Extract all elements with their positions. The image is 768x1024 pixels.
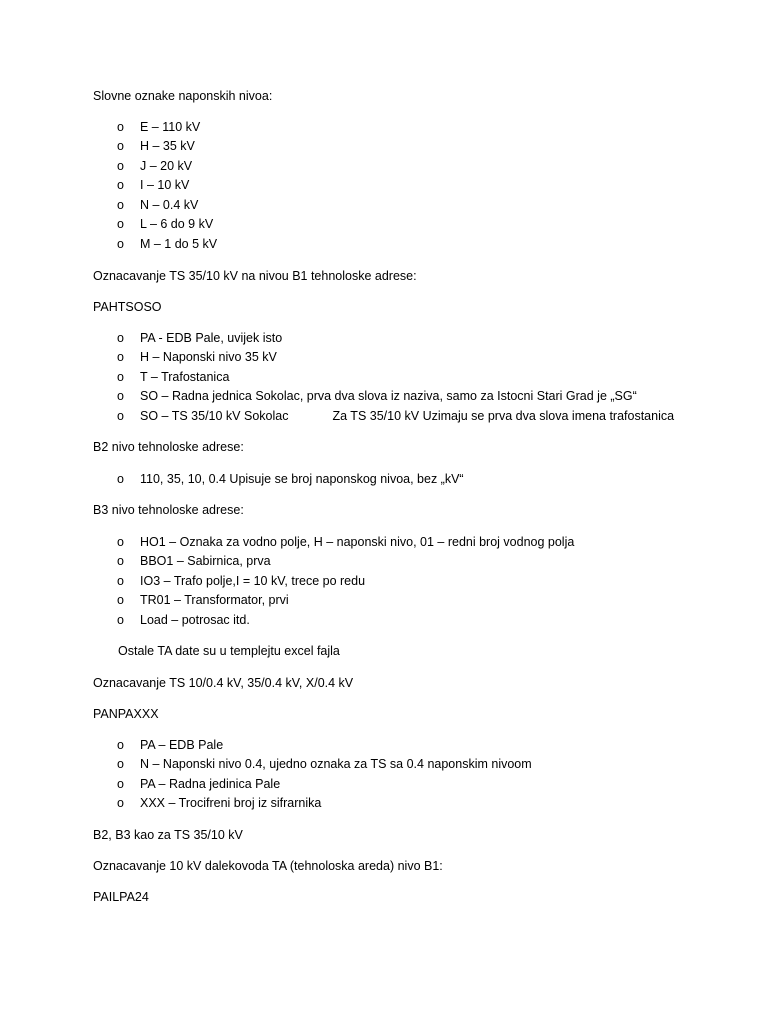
list-item <box>140 407 674 425</box>
list-item-right: Za TS 35/10 kV Uzimaju se prva dva slova imena trafostanica <box>332 409 675 423</box>
list-item: XXX – Trocifreni broj iz sifrarnika <box>140 796 322 810</box>
list-item: N – 0.4 kV <box>140 198 199 212</box>
heading-dalekovod-b1: Oznacavanje 10 kV dalekovoda TA (tehnoloska areda) nivo B1: <box>93 859 443 873</box>
bullet-marker: o <box>117 554 124 568</box>
list-item: HO1 – Oznaka za vodno polje, H – naponski nivo, 01 – redni broj vodnog polja <box>140 535 575 549</box>
bullet-marker: o <box>117 198 124 212</box>
bullet-marker: o <box>117 217 124 231</box>
heading-voltage-levels: Slovne oznake naponskih nivoa: <box>93 89 273 103</box>
heading-ts-0-4: Oznacavanje TS 10/0.4 kV, 35/0.4 kV, X/0.4 kV <box>93 676 354 690</box>
bullet-marker: o <box>117 120 124 134</box>
list-item: H – 35 kV <box>140 139 195 153</box>
bullet-marker: o <box>117 757 124 771</box>
list-item: PA – Radna jedinica Pale <box>140 777 281 791</box>
list-item: H – Naponski nivo 35 kV <box>140 350 277 364</box>
bullet-marker: o <box>117 331 124 345</box>
bullet-marker: o <box>117 574 124 588</box>
list-item: J – 20 kV <box>140 159 193 173</box>
list-item: PA – EDB Pale <box>140 738 224 752</box>
note-text: Ostale TA date su u templejtu excel fajla <box>118 644 340 658</box>
heading-b2-level: B2 nivo tehnoloske adrese: <box>93 440 244 454</box>
bullet-marker: o <box>117 613 124 627</box>
heading-b3-level: B3 nivo tehnoloske adrese: <box>93 503 244 517</box>
list-item: SO – Radna jednica Sokolac, prva dva slova iz naziva, samo za Istocni Stari Grad je „SG“ <box>140 389 637 403</box>
list-item: TR01 – Transformator, prvi <box>140 593 289 607</box>
list-item: BBO1 – Sabirnica, prva <box>140 554 271 568</box>
list-item: Load – potrosac itd. <box>140 613 250 627</box>
paragraph-b2-b3: B2, B3 kao za TS 35/10 kV <box>93 828 243 842</box>
bullet-marker: o <box>117 796 124 810</box>
list-item-left: SO – TS 35/10 kV Sokolac <box>140 409 289 423</box>
bullet-marker: o <box>117 178 124 192</box>
list-item: PA - EDB Pale, uvijek isto <box>140 331 283 345</box>
bullet-marker: o <box>117 738 124 752</box>
bullet-marker: o <box>117 593 124 607</box>
bullet-marker: o <box>117 472 124 486</box>
list-item: IO3 – Trafo polje,I = 10 kV, trece po redu <box>140 574 366 588</box>
heading-ts-35-10-b1: Oznacavanje TS 35/10 kV na nivou B1 tehnoloske adrese: <box>93 269 417 283</box>
bullet-marker: o <box>117 389 124 403</box>
code-example: PAILPA24 <box>93 890 149 904</box>
bullet-marker: o <box>117 535 124 549</box>
list-item: N – Naponski nivo 0.4, ujedno oznaka za TS sa 0.4 naponskim nivoom <box>140 757 532 771</box>
code-example: PANPAXXX <box>93 707 159 721</box>
list-item: I – 10 kV <box>140 178 190 192</box>
bullet-marker: o <box>117 777 124 791</box>
list-item: M – 1 do 5 kV <box>140 237 218 251</box>
list-item: L – 6 do 9 kV <box>140 217 214 231</box>
list-item: E – 110 kV <box>140 120 201 134</box>
bullet-marker: o <box>117 409 124 423</box>
list-item: T – Trafostanica <box>140 370 230 384</box>
bullet-marker: o <box>117 237 124 251</box>
list-item: 110, 35, 10, 0.4 Upisuje se broj naponskog nivoa, bez „kV“ <box>140 472 464 486</box>
code-example: PAHTSOSO <box>93 300 162 314</box>
bullet-marker: o <box>117 370 124 384</box>
bullet-marker: o <box>117 350 124 364</box>
bullet-marker: o <box>117 139 124 153</box>
bullet-marker: o <box>117 159 124 173</box>
